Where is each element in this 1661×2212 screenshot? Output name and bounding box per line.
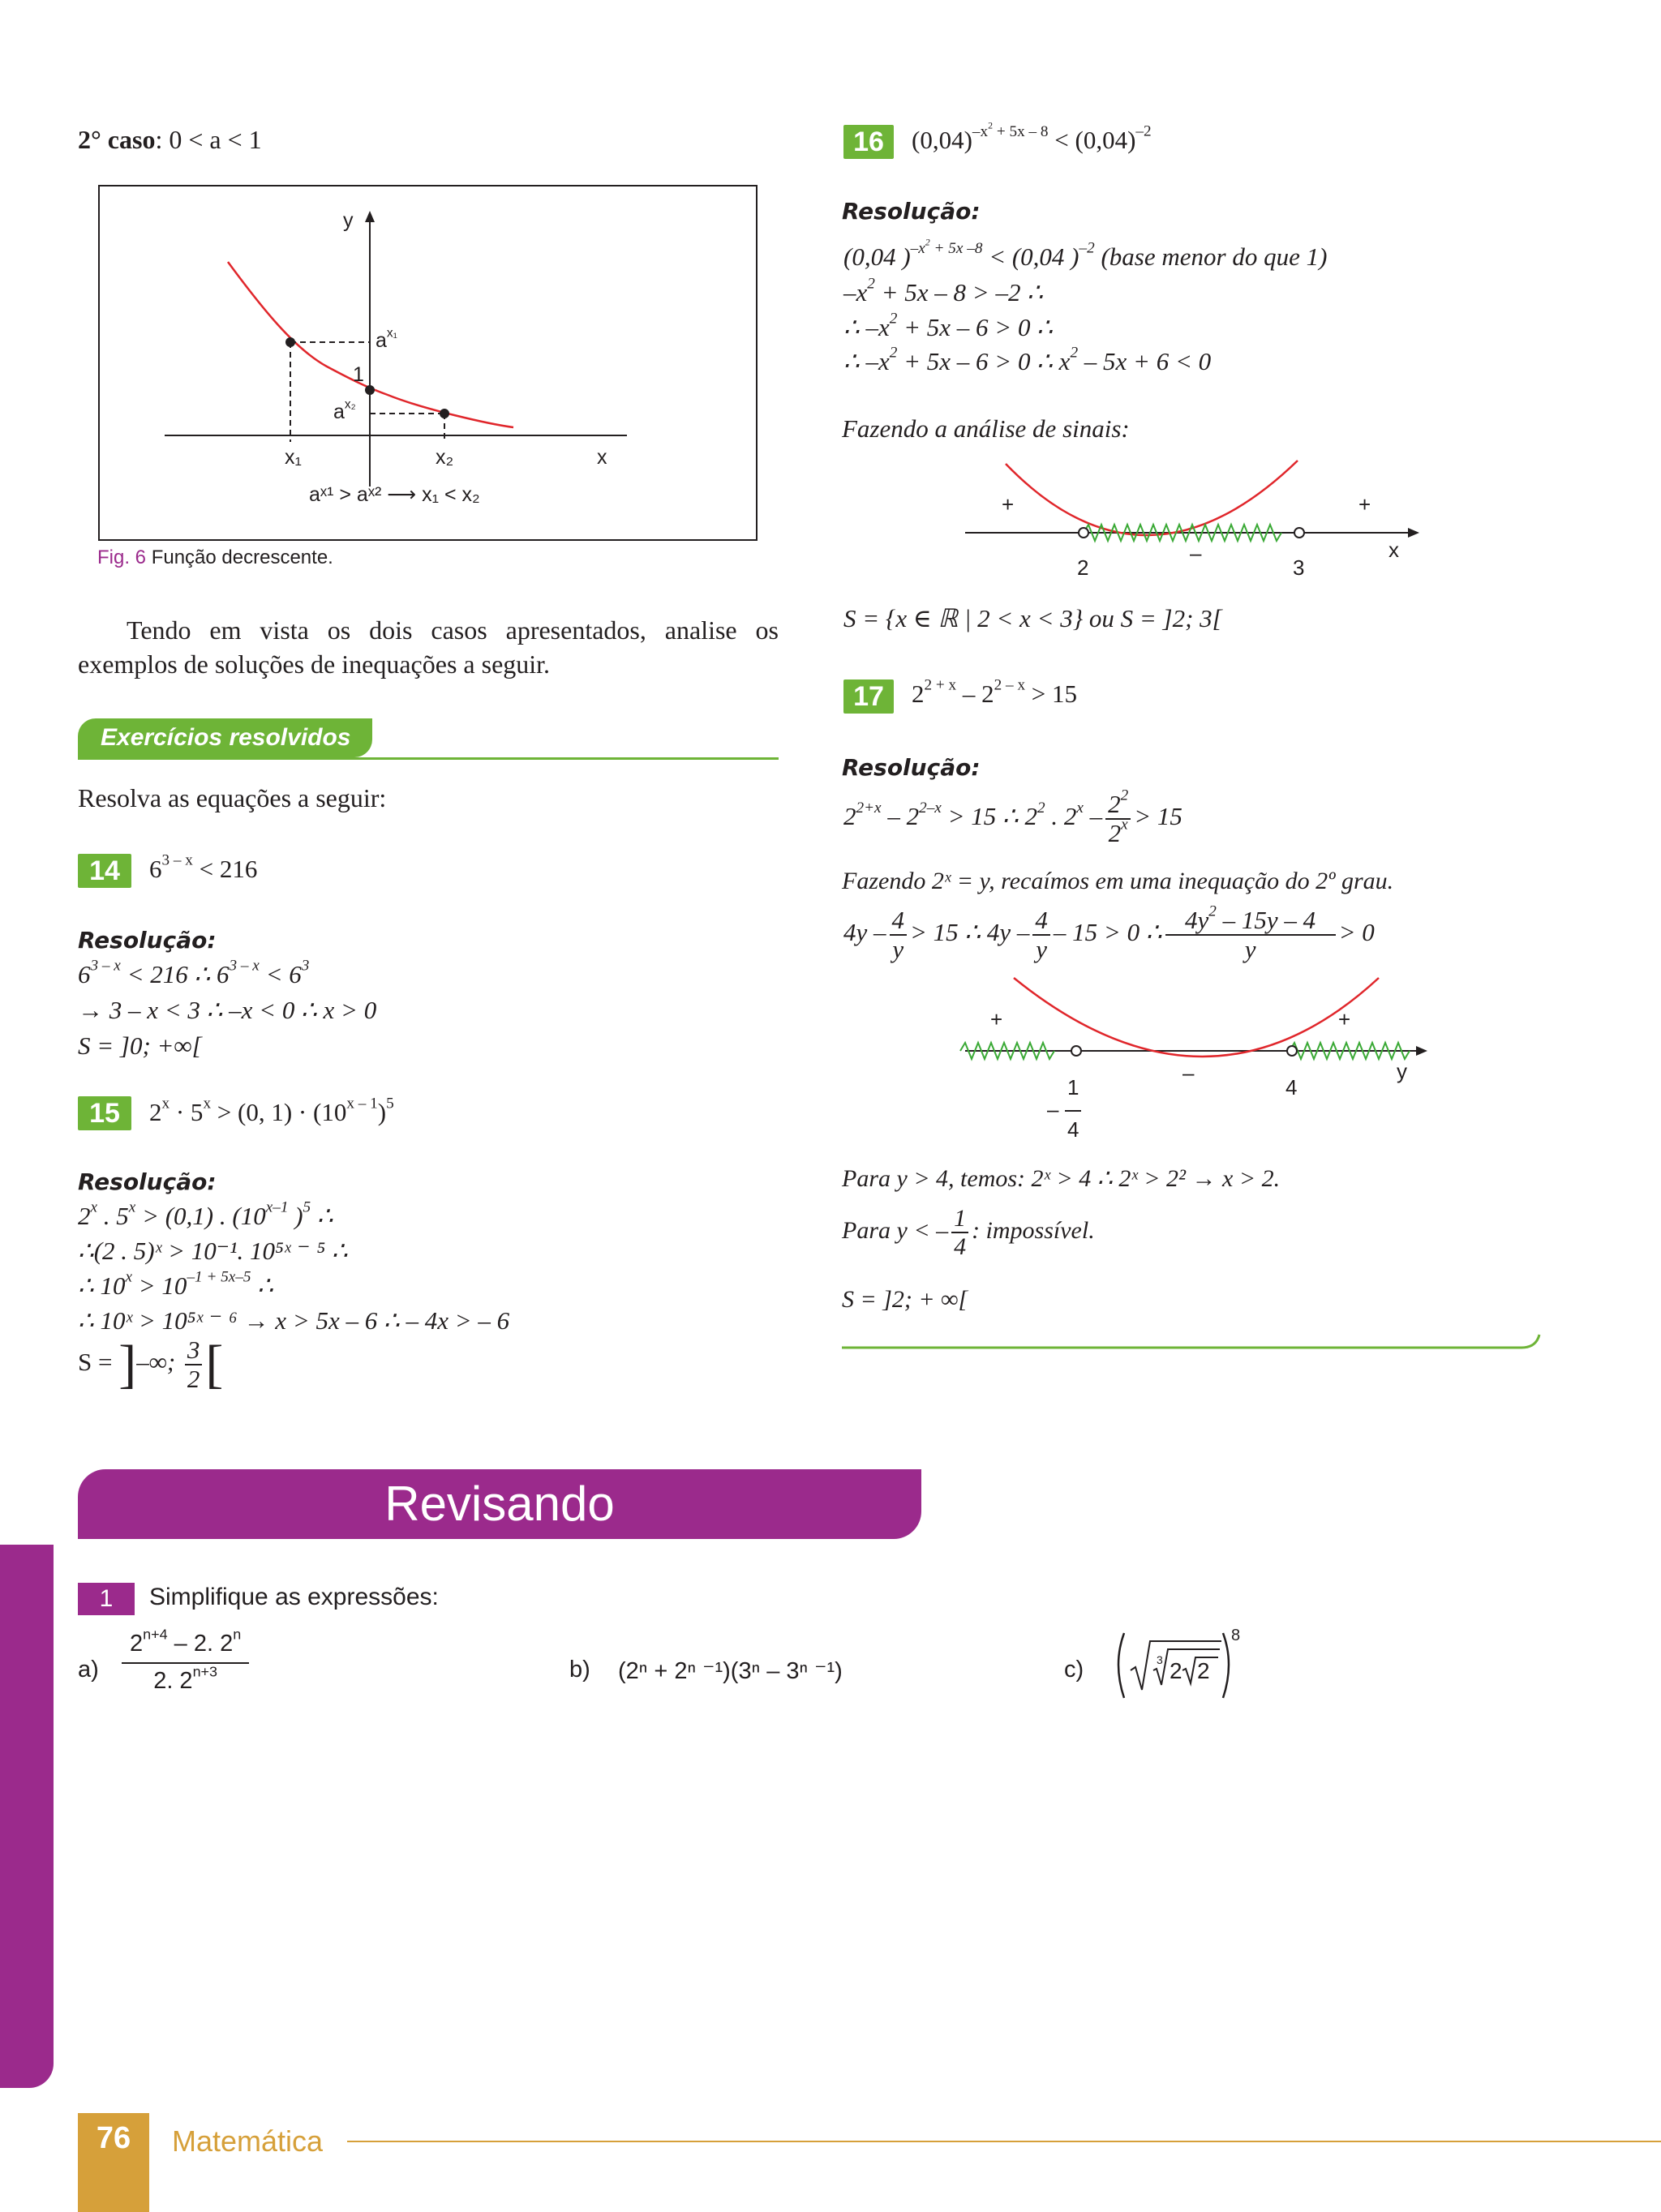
intro-paragraph: Tendo em vista os dois casos apresentados, analise os exemplos de soluções de inequações a seguir. bbox=[78, 615, 779, 679]
sign16-plus-right: + bbox=[1358, 492, 1371, 517]
exercise-15-statement: $2^x \cdot 5^x > (0$, $1) \cdot (10^{x - 1})^5$ bbox=[149, 1095, 394, 1126]
sign-diagram-17-svg bbox=[949, 973, 1444, 1160]
sign17-plus-left: + bbox=[990, 1007, 1003, 1031]
graph-ax2-label: $a^{x_2}$ bbox=[333, 397, 356, 423]
exercise-15-line1: 2$^x$ . $5^x > (0,1)$ . (10$^{x-1}$ )$^5$ ∴ bbox=[78, 1198, 333, 1230]
exercise-16-badge: 16 bbox=[843, 125, 894, 159]
sign-diagram-17 bbox=[949, 973, 1444, 1160]
graph-x1-label: x₁ bbox=[285, 446, 302, 469]
exercise-16-solution: S = {x ∈ ℝ | 2 < x < 3} ou S = ]2; 3[ bbox=[843, 604, 1222, 632]
exercise-17-resolucao: Resolução: bbox=[842, 754, 981, 781]
exercise-17-fazendo: Fazendo 2ˣ = y, recaímos em uma inequação do 2º grau. bbox=[842, 868, 1394, 894]
svg-text:2: 2 bbox=[1170, 1658, 1182, 1683]
function-graph bbox=[98, 185, 758, 541]
graph-x-label: x bbox=[597, 446, 607, 469]
figure-caption: Fig. 6 Função decrescente. bbox=[97, 547, 333, 568]
exercise-16-statement: $(0,04)^{-x^2 + 5x - 8} < (0,04)^{-2}$ bbox=[912, 119, 1152, 154]
section-tab: Exercícios resolvidos bbox=[78, 718, 372, 757]
sign16-axis: x bbox=[1388, 538, 1399, 562]
exercise-14-line3: S = ]0; +∞[ bbox=[78, 1031, 202, 1060]
item-b-expression: (2ⁿ + 2ⁿ ⁻¹)(3ⁿ – 3ⁿ ⁻¹) bbox=[618, 1658, 843, 1684]
sign16-plus-left: + bbox=[1002, 492, 1015, 517]
exercise-14-statement: $6^{3 - x} < 216$ bbox=[149, 851, 258, 883]
exercise-15-badge: 15 bbox=[78, 1096, 131, 1130]
exercise-16-line1: (0,04 )$^{-x^2 + 5x -8}$ < (0,04 )$^{-2}$ (base menor do que 1) bbox=[843, 236, 1328, 271]
exercise-17-para1: Para y > 4, temos: 2ˣ > 4 ∴ 2ˣ > 2² → x > 2. bbox=[842, 1165, 1281, 1192]
caso-heading: 2° caso: 0 < a < 1 bbox=[78, 125, 262, 154]
graph-x2-label: x₂ bbox=[436, 446, 454, 469]
exercise-15-resolucao: Resolução: bbox=[78, 1168, 217, 1195]
item-c-exponent: 8 bbox=[1231, 1627, 1241, 1644]
item-a-expression: $\frac{2^{n+4} - 2. 2^n}{2. 2^{n+3}}$ bbox=[122, 1631, 249, 1695]
exercise-14-line1: $6^{3 - x} < 216$ ∴ $6^{3 - x} < 6^3$ bbox=[78, 957, 310, 988]
page-number: 76 bbox=[96, 2121, 131, 2155]
sign17-root1-num: 1 bbox=[1067, 1075, 1079, 1100]
exercise-17-badge: 17 bbox=[843, 679, 894, 714]
question-1-badge: 1 bbox=[78, 1583, 135, 1615]
item-c-expression bbox=[1111, 1623, 1249, 1704]
side-strip bbox=[0, 1545, 54, 2088]
svg-text:3: 3 bbox=[1157, 1653, 1163, 1666]
exercise-14-line2: → 3 – x < 3 ∴ –x < 0 ∴ x > 0 bbox=[78, 996, 377, 1024]
exercise-16-resolucao: Resolução: bbox=[842, 198, 981, 225]
sign17-axis: y bbox=[1397, 1059, 1407, 1083]
exercise-14-resolucao: Resolução: bbox=[78, 927, 217, 954]
graph-relation: aˣ¹ > aˣ² ⟶ x₁ < x₂ bbox=[309, 483, 480, 506]
item-c-label: c) bbox=[1064, 1657, 1084, 1683]
exercise-15-line3: ∴ $10^x > 10^{-1 + 5x-5}$ ∴ bbox=[78, 1268, 274, 1300]
sign16-root2: 3 bbox=[1293, 555, 1305, 580]
svg-text:2: 2 bbox=[1197, 1658, 1210, 1683]
footer-rule bbox=[347, 2141, 1661, 2142]
sign16-root1: 2 bbox=[1077, 555, 1089, 580]
exercise-end-rule bbox=[840, 1330, 1546, 1354]
exercise-15-line4: ∴ 10ˣ > 10⁵ˣ ⁻ ⁶ → x > 5x – 6 ∴ – 4x > – 6 bbox=[78, 1306, 510, 1335]
exercise-16-line4: ∴ $-x^2 + 5x - 6 > 0$ ∴ $x^2 - 5x + 6 < 0$ bbox=[843, 344, 1212, 375]
sign17-root1-den: 4 bbox=[1067, 1117, 1079, 1142]
exercise-16-fazendo: Fazendo a análise de sinais: bbox=[842, 414, 1130, 443]
item-a-label: a) bbox=[78, 1657, 99, 1683]
exercise-15-solution: S = ]–∞; $\frac{3}{2}$ [ bbox=[78, 1335, 224, 1395]
exercise-15-line2: ∴(2 . 5)ˣ > 10⁻¹. 10⁵ˣ ⁻ ⁵ ∴ bbox=[78, 1237, 348, 1265]
sign17-root2: 4 bbox=[1285, 1075, 1298, 1100]
item-c-radical-svg bbox=[1111, 1623, 1249, 1704]
graph-y-label: y bbox=[343, 209, 354, 232]
revisando-title: Revisando bbox=[384, 1477, 615, 1531]
footer-subject: Matemática bbox=[172, 2124, 324, 2158]
section-rule bbox=[78, 757, 779, 760]
exercise-17-statement: $2^{2 + x} - 2^{2 - x} > 15$ bbox=[912, 676, 1078, 708]
item-b-label: b) bbox=[569, 1657, 590, 1683]
exercise-14-badge: 14 bbox=[78, 854, 131, 888]
exercise-16-line3: ∴ $-x^2 + 5x - 6 > 0$ ∴ bbox=[843, 310, 1053, 341]
exercise-17-line2: 4y – $\frac{4}{y}$ > 15 ∴ 4y – $\frac{4}{y}$ – 15 > 0 ∴ $\frac{4y^2 - 15y - 4}{y}$ > 0 bbox=[843, 902, 1375, 964]
sign17-root1-minus: – bbox=[1047, 1097, 1059, 1121]
question-1-text: Simplifique as expressões: bbox=[149, 1584, 439, 1610]
graph-one-label: 1 bbox=[353, 363, 364, 386]
exercise-17-para2: Para y < – $\frac{1}{4}$ : impossível. bbox=[842, 1205, 1095, 1260]
sign17-minus: – bbox=[1182, 1061, 1195, 1085]
exercise-17-solution: S = ]2; + ∞[ bbox=[842, 1286, 968, 1313]
prompt-text: Resolva as equações a seguir: bbox=[78, 783, 387, 812]
sign-diagram-16 bbox=[957, 454, 1427, 584]
exercise-17-line1: $2^{2+x} - 2^{2-x} > 15$ ∴ $2^2$ . 2$^x$ – $\frac{2^2}{2^x}$ > 15 bbox=[843, 787, 1182, 848]
sign16-minus: – bbox=[1190, 541, 1202, 565]
sign17-plus-right: + bbox=[1338, 1007, 1351, 1031]
exercise-16-line2: $-x^2 + 5x - 8 > -2$ ∴ bbox=[843, 275, 1043, 307]
graph-ax1-label: $a^{x_1}$ bbox=[376, 326, 397, 352]
